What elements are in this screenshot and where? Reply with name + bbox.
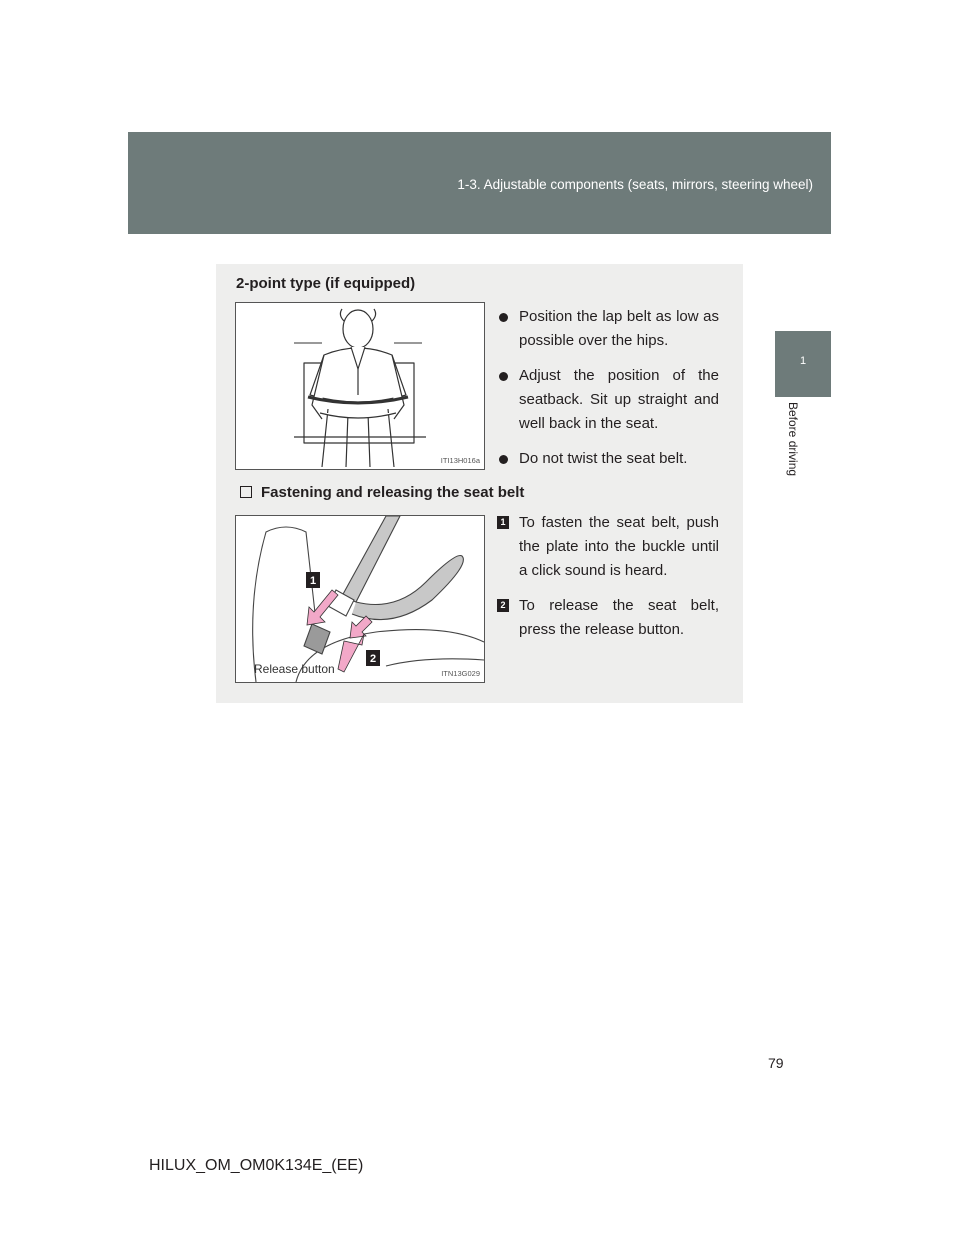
- release-button-label: Release button: [254, 662, 335, 676]
- figure-seat-belt-buckle: [235, 515, 485, 683]
- page-number: 79: [768, 1055, 784, 1071]
- seated-person-illustration: [236, 303, 484, 469]
- fastening-steps: [497, 511, 719, 653]
- step-badge: 1: [497, 516, 509, 529]
- chapter-header: [128, 132, 831, 234]
- chapter-label-vertical: [786, 402, 800, 502]
- fastening-heading: [240, 484, 524, 501]
- figure-code: ITN13G029: [441, 669, 480, 678]
- callout-2: 2: [369, 653, 377, 665]
- two-point-bullets: [497, 305, 719, 482]
- document-code: HILUX_OM_OM0K134E_(EE): [149, 1157, 364, 1174]
- bullet-item: Do not twist the seat belt.: [497, 447, 719, 471]
- fastening-title: Fastening and releasing the seat belt: [261, 484, 525, 501]
- figure-code: ITI13H016a: [440, 456, 480, 465]
- bullet-item: Position the lap belt as low as possible over the hips.: [497, 305, 719, 353]
- two-point-title: 2-point type (if equipped): [236, 275, 416, 292]
- section-title-header: 1-3. Adjustable components (seats, mirrors, steering wheel): [457, 177, 813, 192]
- chapter-number: 1: [799, 355, 807, 367]
- buckle-illustration: [236, 516, 484, 682]
- bullet-item: Adjust the position of the seatback. Sit up straight and well back in the seat.: [497, 364, 719, 436]
- chapter-label: Before driving: [786, 402, 800, 477]
- step-text: To release the seat belt, press the release button.: [519, 597, 719, 638]
- step-badge: 2: [497, 599, 509, 612]
- square-bullet-icon: [240, 486, 252, 498]
- chapter-tab: [775, 331, 831, 397]
- step-item: [497, 594, 719, 642]
- step-item: [497, 511, 719, 583]
- figure-seated-person: [235, 302, 485, 470]
- callout-1: 1: [309, 575, 317, 587]
- step-text: To fasten the seat belt, push the plate into the buckle until a click sound is heard.: [519, 514, 719, 579]
